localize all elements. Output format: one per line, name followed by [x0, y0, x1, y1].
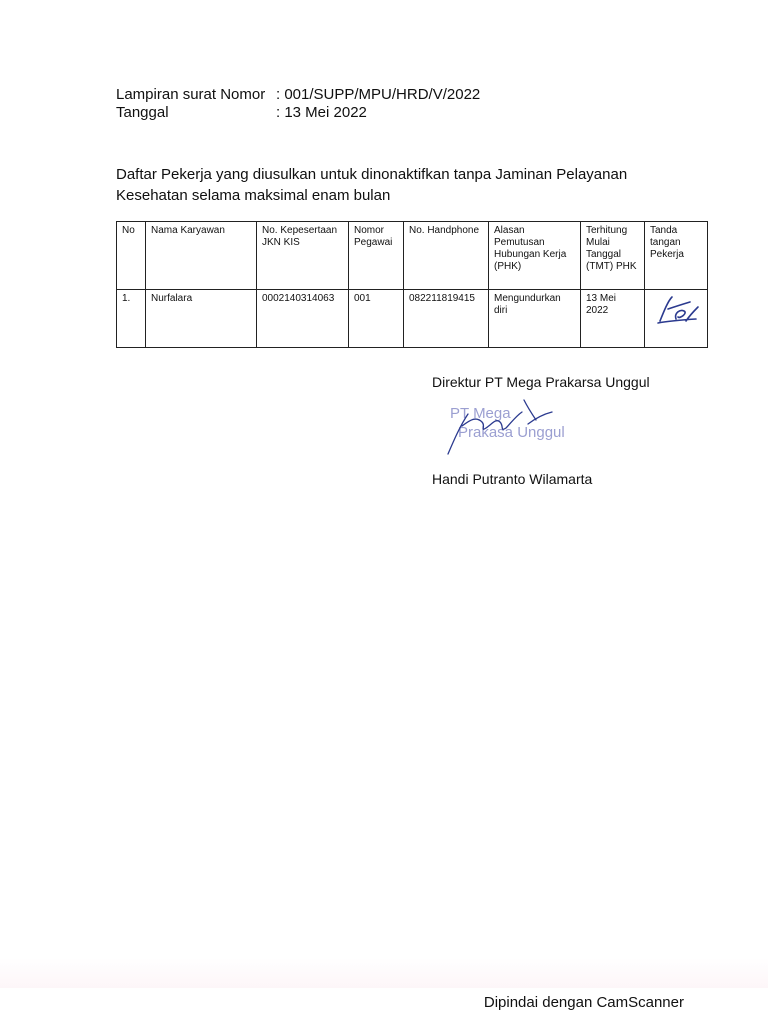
date-value: : 13 Mei 2022 — [276, 104, 367, 121]
table-row — [117, 290, 708, 348]
cell-nama: Nurfalara — [146, 290, 257, 348]
cell-no: 1. — [117, 290, 146, 348]
employee-signature-icon — [650, 293, 702, 327]
header-tmt-phk: Terhitung Mulai Tanggal (TMT) PHK — [581, 222, 645, 290]
camscanner-footer: Dipindai dengan CamScanner — [483, 994, 684, 1011]
stamp-line-1: PT Mega — [450, 405, 511, 422]
header-nomor-pegawai: Nomor Pegawai — [349, 222, 404, 290]
cell-tmt: 13 Mei 2022 — [581, 290, 645, 348]
header-no: No — [117, 222, 146, 290]
header-tanda-tangan: Tanda tangan Pekerja — [645, 222, 708, 290]
cell-jkn: 0002140314063 — [257, 290, 349, 348]
cell-nomor-pegawai: 001 — [349, 290, 404, 348]
cell-handphone: 082211819415 — [404, 290, 489, 348]
letter-reference — [116, 86, 480, 122]
table-header-row — [117, 222, 708, 290]
cell-signature — [645, 290, 708, 348]
employee-table — [116, 221, 708, 348]
director-name: Handi Putranto Wilamarta — [432, 471, 593, 487]
header-nama-karyawan: Nama Karyawan — [146, 222, 257, 290]
intro-paragraph: Daftar Pekerja yang diusulkan untuk dinonaktifkan tanpa Jaminan Pelayanan Kesehatan selama maksimal enam bulan — [116, 166, 628, 204]
cell-alasan: Mengundurkan diri — [489, 290, 581, 348]
stamp-line-2: Prakasa Unggul — [458, 424, 565, 441]
director-title: Direktur PT Mega Prakarsa Unggul — [432, 374, 650, 390]
header-jkn-kis: No. Kepesertaan JKN KIS — [257, 222, 349, 290]
header-handphone: No. Handphone — [404, 222, 489, 290]
reference-value: : 001/SUPP/MPU/HRD/V/2022 — [276, 86, 481, 103]
reference-label: Lampiran surat Nomor — [116, 86, 266, 103]
director-signature-icon — [440, 396, 560, 460]
header-alasan-phk: Alasan Pemutusan Hubungan Kerja (PHK) — [489, 222, 581, 290]
date-label: Tanggal — [116, 104, 169, 121]
reference-number-row — [116, 86, 480, 104]
date-row — [116, 104, 480, 122]
scan-edge-tint — [0, 958, 768, 988]
